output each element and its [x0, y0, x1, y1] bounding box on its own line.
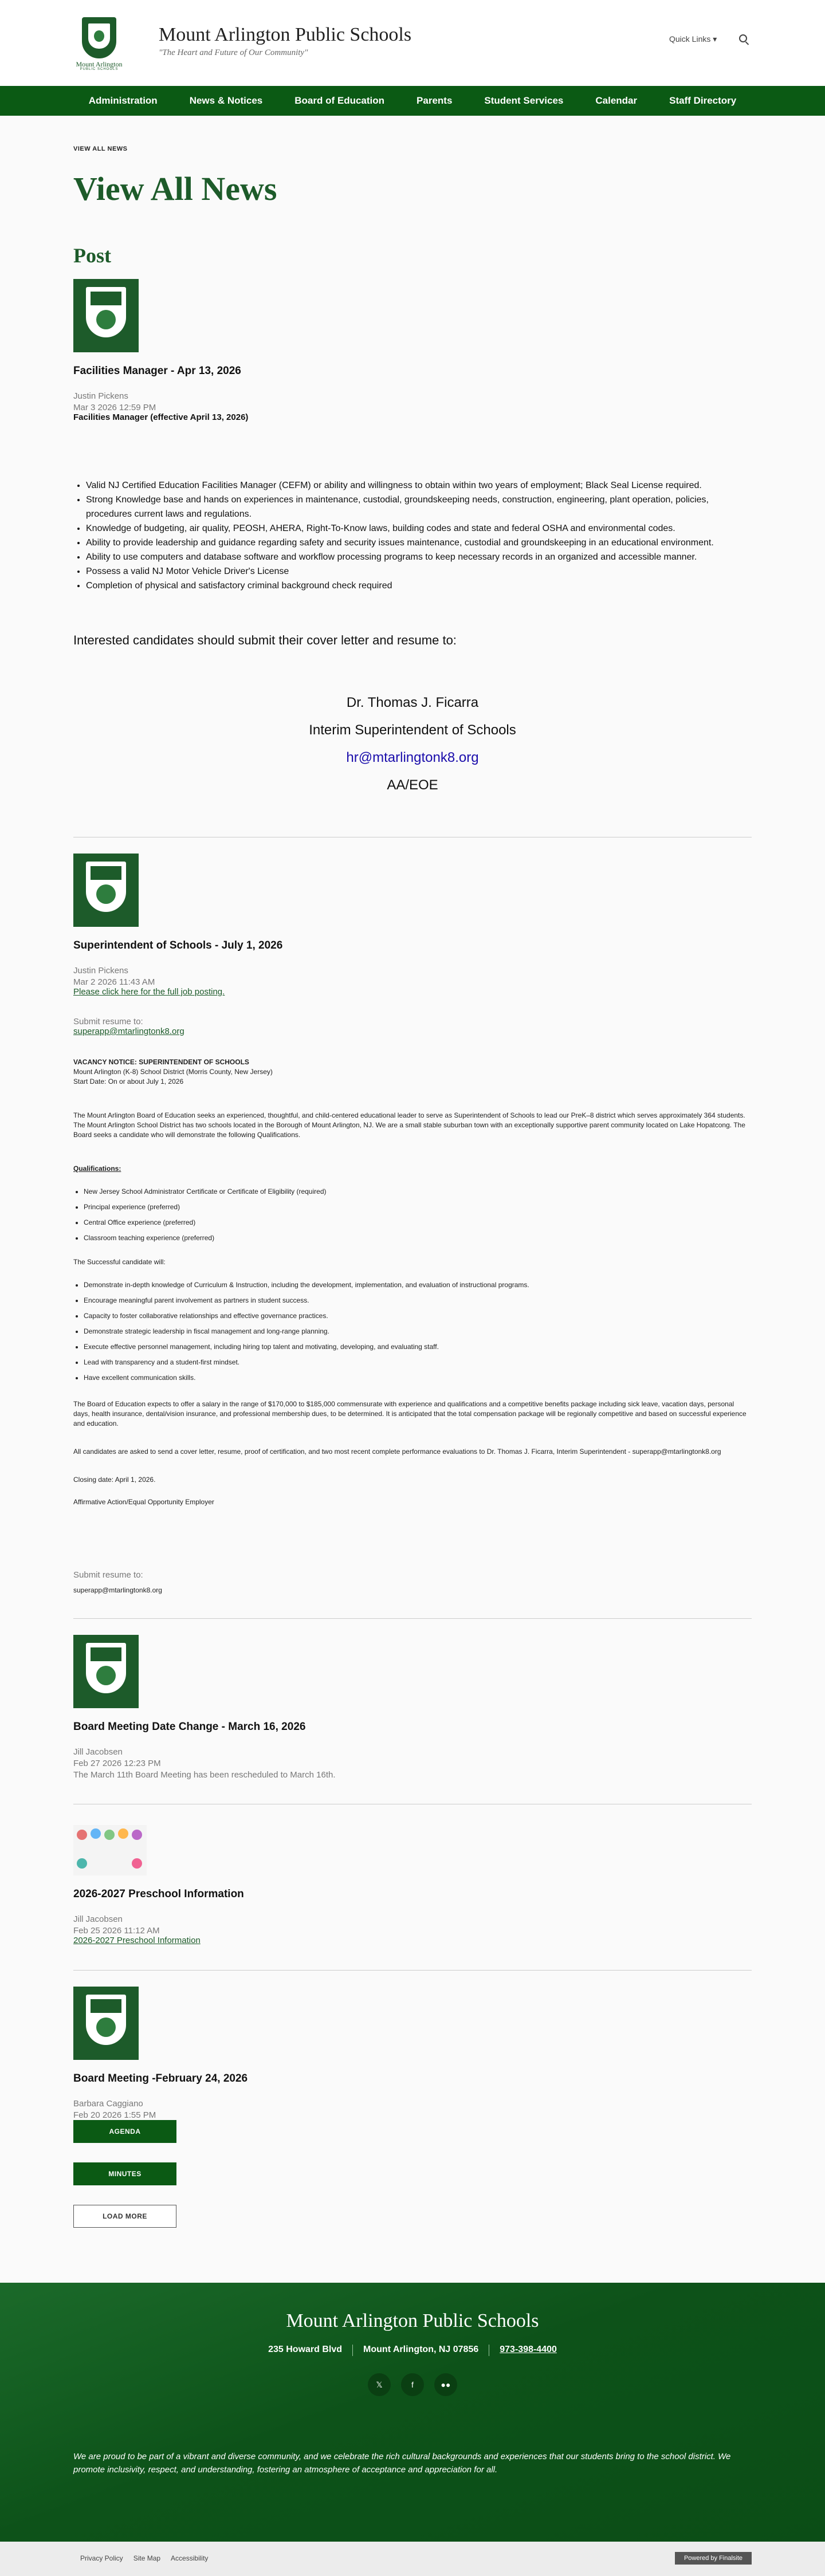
list-item: • Classroom teaching experience (preferred)	[84, 1230, 752, 1246]
news-post	[73, 854, 752, 1595]
list-item: • Strong Knowledge base and hands on experiences in maintenance, custodial, groundskeeping needs, construction, engineering, plant operation, policies, procedures current laws and regulations.	[86, 493, 752, 521]
salary-text: The Board of Education expects to offer a salary in the range of $170,000 to $185,000 commensurate with experience and qualifications and a competitive benefits package including sick leave, vacation days, personal days, health insurance, dental/vision insurance, and professional membership dues, to be determined. It is anticipated that the total compensation package will be regionally competitive and based on successful experience and education.	[73, 1400, 747, 1427]
agenda-button[interactable]: AGENDA	[73, 2120, 176, 2143]
contact-email-link[interactable]: hr@mtarlingtonk8.org	[346, 750, 479, 765]
bottom-links	[80, 2554, 208, 2562]
post-date: Mar 2 2026 11:43 AM	[73, 977, 155, 987]
crest-icon	[86, 862, 126, 912]
powered-by-badge[interactable]: Powered by Finalsite	[675, 2552, 752, 2565]
site-title[interactable]: Mount Arlington Public Schools	[159, 24, 412, 45]
list-item: • Execute effective personnel management, including hiring top talent and motivating, developing, and evaluating staff.	[84, 1339, 752, 1355]
news-post	[73, 1825, 752, 1946]
post-divider	[73, 1970, 752, 1971]
nav-staff-directory[interactable]: Staff Directory	[669, 95, 737, 106]
decor-dot	[132, 1830, 142, 1840]
site-map-link[interactable]: Site Map	[133, 2554, 161, 2562]
bottom-bar	[0, 2542, 825, 2576]
post-date: Feb 20 2026 1:55 PM	[73, 2110, 156, 2120]
interested-heading: Interested candidates should submit their cover letter and resume to:	[73, 633, 457, 647]
decor-dot	[77, 1858, 87, 1869]
list-item: • New Jersey School Administrator Certificate or Certificate of Eligibility (required)	[84, 1184, 752, 1199]
quick-links-button[interactable]: Quick Links ▾	[669, 34, 717, 44]
flickr-icon[interactable]: ●●	[434, 2373, 457, 2396]
post-author: Justin Pickens	[73, 966, 128, 976]
post-title[interactable]: Board Meeting Date Change - March 16, 2026	[73, 1721, 306, 1733]
logo-line1: Mount Arlington	[76, 60, 123, 68]
contact-eoe: AA/EOE	[387, 777, 438, 793]
list-item: • Central Office experience (preferred)	[84, 1215, 752, 1230]
nav-calendar[interactable]: Calendar	[595, 95, 638, 106]
contact-role: Interim Superintendent of Schools	[309, 722, 516, 738]
decor-dot	[104, 1830, 115, 1840]
post-title[interactable]: Facilities Manager - Apr 13, 2026	[73, 365, 241, 377]
decor-dot	[91, 1828, 101, 1839]
news-post	[73, 1635, 752, 1780]
crest-icon	[86, 287, 126, 337]
facebook-icon[interactable]: f	[401, 2373, 424, 2396]
load-more-button[interactable]: LOAD MORE	[73, 2205, 176, 2228]
submit-label: Submit resume to:	[73, 1017, 143, 1027]
site-header	[0, 0, 825, 86]
vacancy-district: Mount Arlington (K-8) School District (Morris County, New Jersey)	[73, 1068, 273, 1076]
breadcrumb[interactable]: VIEW ALL NEWS	[73, 145, 128, 152]
minutes-button[interactable]: MINUTES	[73, 2162, 176, 2185]
decor-dot	[77, 1830, 87, 1840]
successful-list	[84, 1277, 752, 1386]
list-item: • Capacity to foster collaborative relationships and effective governance practices.	[84, 1308, 752, 1324]
eoe-text: Affirmative Action/Equal Opportunity Employer	[73, 1498, 214, 1506]
submit-email: superapp@mtarlingtonk8.org	[73, 1586, 162, 1594]
list-item: • Principal experience (preferred)	[84, 1199, 752, 1215]
post-date: Feb 25 2026 11:12 AM	[73, 1926, 160, 1936]
post-thumbnail[interactable]	[73, 279, 139, 352]
crest-icon	[86, 1995, 126, 2045]
nav-administration[interactable]: Administration	[88, 95, 158, 106]
nav-parents[interactable]: Parents	[417, 95, 453, 106]
footer-phone-link[interactable]: 973-398-4400	[500, 2345, 557, 2354]
post-title[interactable]: 2026-2027 Preschool Information	[73, 1888, 244, 1900]
contact-block	[73, 689, 752, 799]
post-title[interactable]: Board Meeting -February 24, 2026	[73, 2072, 248, 2085]
accessibility-link[interactable]: Accessibility	[171, 2554, 209, 2562]
closing-date: Closing date: April 1, 2026.	[73, 1476, 156, 1484]
list-item: • Have excellent communication skills.	[84, 1370, 752, 1386]
twitter-icon[interactable]: 𝕏	[368, 2373, 391, 2396]
list-item: • Encourage meaningful parent involvement as partners in student success.	[84, 1293, 752, 1308]
post-author: Barbara Caggiano	[73, 2099, 143, 2109]
vacancy-intro: The Mount Arlington Board of Education seeks an experienced, thoughtful, and child-centered educational leader to serve as Superintendent of Schools to lead our PreK–8 district which serves approximately 364 students. The Mount Arlington School District has two schools located in the Borough of Mount Arlington, NJ. We are a small stable suburban town with an exceptionally supportive parent community located on Lake Hopatcong. The Board seeks a candidate who will demonstrate the following Qualifications.	[73, 1111, 745, 1139]
qualifications-list	[84, 1184, 752, 1246]
footer-city: Mount Arlington, NJ 07856	[363, 2345, 479, 2354]
submit-email-link[interactable]: superapp@mtarlingtonk8.org	[73, 1027, 184, 1036]
main-nav	[0, 86, 825, 116]
post-author: Jill Jacobsen	[73, 1747, 123, 1757]
requirements-list	[86, 478, 752, 593]
post-date: Mar 3 2026 12:59 PM	[73, 403, 156, 412]
page-title: View All News	[73, 170, 277, 207]
decor-dot	[132, 1858, 142, 1869]
submit-label: Submit resume to:	[73, 1570, 143, 1580]
list-item: • Knowledge of budgeting, air quality, PEOSH, AHERA, Right-To-Know laws, building codes and state and federal OSHA and environmental codes.	[86, 521, 752, 536]
footer-street: 235 Howard Blvd	[268, 2345, 343, 2354]
privacy-policy-link[interactable]: Privacy Policy	[80, 2554, 123, 2562]
footer-message: We are proud to be part of a vibrant and diverse community, and we celebrate the rich cultural backgrounds and experiences that our students bring to the school district. We promote inclusivity, respect, and understanding, fostering an atmosphere of acceptance and appreciation for all.	[73, 2452, 731, 2475]
site-tagline: "The Heart and Future of Our Community"	[159, 48, 308, 57]
vacancy-start-date: Start Date: On or about July 1, 2026	[73, 1077, 184, 1086]
post-body: The March 11th Board Meeting has been rescheduled to March 16th.	[73, 1770, 336, 1780]
list-item: • Demonstrate strategic leadership in fiscal management and long-range planning.	[84, 1324, 752, 1339]
post-date: Feb 27 2026 12:23 PM	[73, 1759, 161, 1768]
successful-intro: The Successful candidate will:	[73, 1258, 166, 1266]
section-title: Post	[73, 244, 111, 267]
crest-icon	[82, 17, 116, 58]
main-content	[73, 116, 752, 2228]
nav-student-services[interactable]: Student Services	[484, 95, 564, 106]
list-item: • Ability to use computers and database software and workflow processing programs to keep necessary records in an organized and accessible manner.	[86, 550, 752, 564]
nav-board-of-education[interactable]: Board of Education	[294, 95, 385, 106]
footer-title: Mount Arlington Public Schools	[286, 2310, 539, 2331]
post-divider	[73, 1618, 752, 1619]
preschool-thumbnail[interactable]	[73, 1825, 147, 1875]
contact-name: Dr. Thomas J. Ficarra	[346, 695, 479, 710]
social-links	[0, 2373, 825, 2396]
candidates-text: All candidates are asked to send a cover letter, resume, proof of certification, and two most recent complete performance evaluations to Dr. Thomas J. Ficarra, Interim Superintendent - superapp@mtarlingtonk8.org	[73, 1448, 721, 1456]
footer-address	[0, 2345, 825, 2356]
decor-dot	[118, 1828, 128, 1839]
post-author: Jill Jacobsen	[73, 1914, 123, 1924]
nav-news-notices[interactable]: News & Notices	[189, 95, 263, 106]
crest-icon	[86, 1643, 126, 1693]
list-item: • Demonstrate in-depth knowledge of Curriculum & Instruction, including the development, implementation, and evaluation of instructional programs.	[84, 1277, 752, 1293]
list-item: • Possess a valid NJ Motor Vehicle Driver's License	[86, 564, 752, 579]
post-author: Justin Pickens	[73, 391, 128, 401]
list-item: • Completion of physical and satisfactory criminal background check required	[86, 579, 752, 593]
list-item: • Ability to provide leadership and guidance regarding safety and security issues maintenance, custodial and groundskeeping in an educational environment.	[86, 536, 752, 550]
post-subtitle: Facilities Manager (effective April 13, 2026)	[73, 412, 249, 422]
site-logo[interactable]	[73, 17, 125, 71]
logo-line2: PUBLIC SCHOOLS	[80, 68, 119, 71]
news-post	[73, 1987, 752, 2228]
site-footer	[0, 2283, 825, 2542]
vacancy-heading: VACANCY NOTICE: SUPERINTENDENT OF SCHOOLS	[73, 1058, 249, 1066]
preschool-info-link[interactable]: 2026-2027 Preschool Information	[73, 1936, 201, 1945]
list-item: • Valid NJ Certified Education Facilities Manager (CEFM) or ability and willingness to obtain within two years of employment; Black Seal License required.	[86, 478, 752, 493]
news-post	[73, 279, 752, 799]
search-icon[interactable]	[739, 34, 747, 42]
post-thumbnail[interactable]	[73, 854, 139, 927]
list-item: • Lead with transparency and a student-first mindset.	[84, 1355, 752, 1370]
post-thumbnail[interactable]	[73, 1987, 139, 2060]
post-title[interactable]: Superintendent of Schools - July 1, 2026	[73, 939, 283, 951]
job-posting-link[interactable]: Please click here for the full job posting.	[73, 987, 225, 997]
post-thumbnail[interactable]	[73, 1635, 139, 1708]
qualifications-heading: Qualifications:	[73, 1165, 121, 1173]
